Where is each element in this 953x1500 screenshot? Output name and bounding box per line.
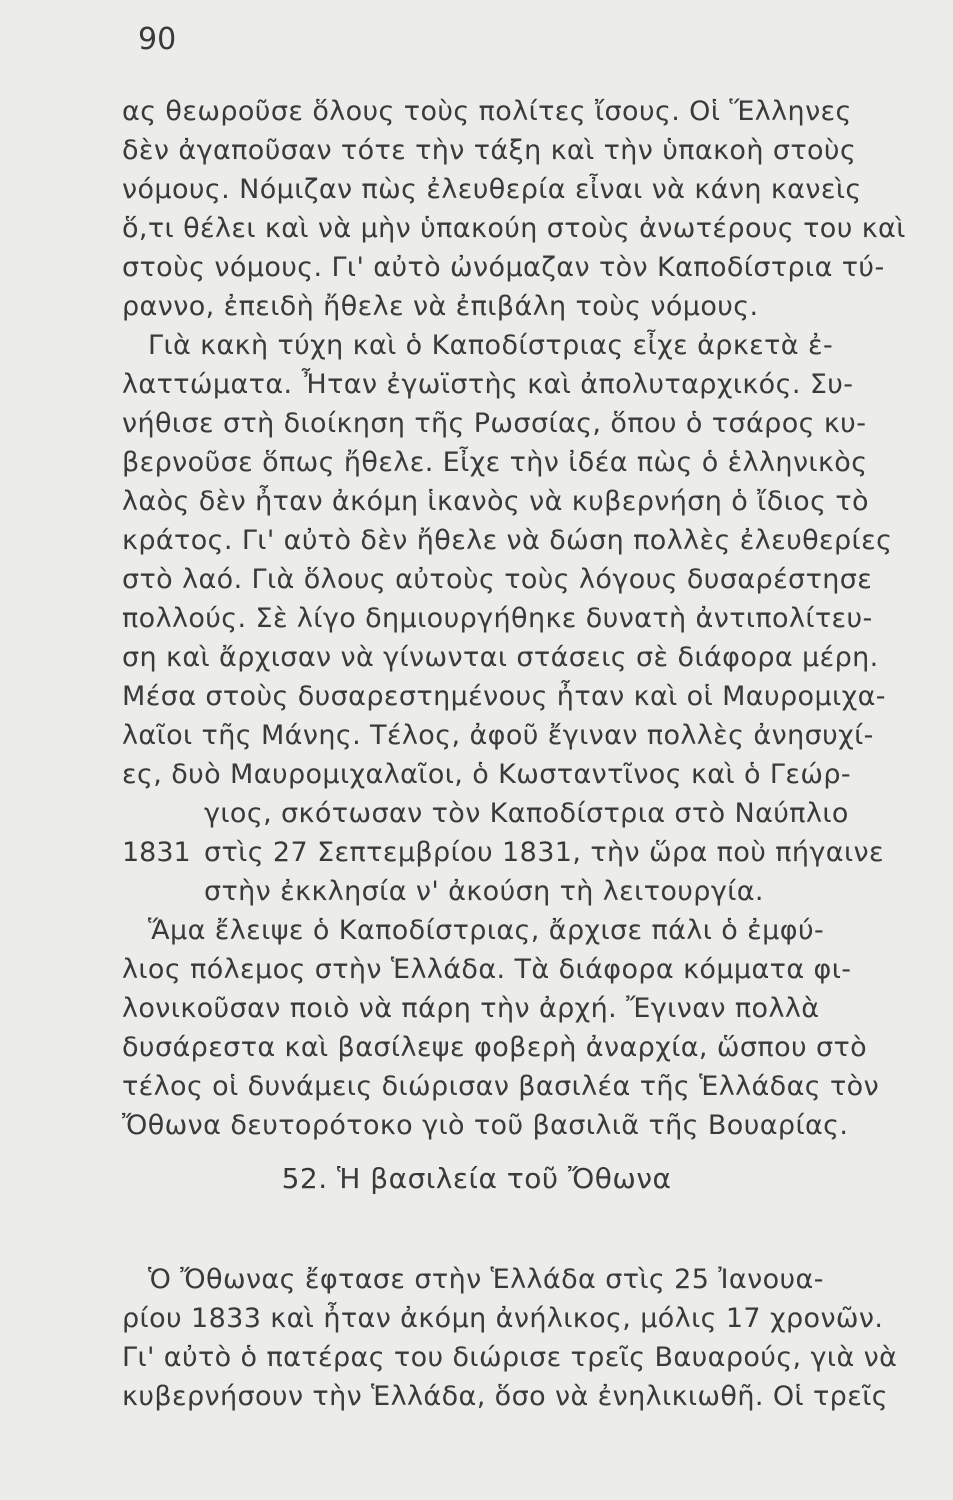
text-line: κράτος. Γι' αὐτὸ δὲν ἤθελε νὰ δώση πολλὲς ἐλευθερίες (122, 525, 893, 556)
text-line: Ὁ Ὄθωνας ἔφτασε στὴν Ἑλλάδα στὶς 25 Ἰανουα- (148, 1264, 824, 1295)
text-line: ση καὶ ἄρχισαν νὰ γίνωνται στάσεις σὲ διάφορα μέρη. (122, 642, 879, 673)
text-line: ες, δυὸ Μαυρομιχαλαῖοι, ὁ Κωσταντῖνος καὶ ὁ Γεώρ- (122, 759, 852, 790)
page-number: 90 (138, 22, 177, 57)
text-line: τέλος οἱ δυνάμεις διώρισαν βασιλέα τῆς Ἑλλάδας τὸν (122, 1071, 880, 1102)
text-line: Ἅμα ἔλειψε ὁ Καποδίστριας, ἄρχισε πάλι ὁ ἐμφύ- (148, 915, 825, 946)
text-line: λαῖοι τῆς Μάνης. Τέλος, ἀφοῦ ἔγιναν πολλὲς ἀνησυχί- (122, 720, 874, 751)
text-line: λιος πόλεμος στὴν Ἑλλάδα. Τὰ διάφορα κόμματα φι- (122, 954, 852, 985)
text-line: νήθισε στὴ διοίκηση τῆς Ρωσσίας, ὅπου ὁ τσάρος κυ- (122, 408, 867, 439)
section-heading: 52. Ἡ βασιλεία τοῦ Ὄθωνα (281, 1162, 672, 1195)
text-line: στὶς 27 Σεπτεμβρίου 1831, τὴν ὥρα ποὺ πήγαινε (204, 837, 885, 868)
text-line: ρίου 1833 καὶ ἦταν ἀκόμη ἀνήλικος, μόλις 17 χρονῶν. (122, 1303, 884, 1334)
text-line: δυσάρεστα καὶ βασίλεψε φοβερὴ ἀναρχία, ὥσπου στὸ (122, 1032, 868, 1063)
text-line: στὴν ἐκκλησία ν' ἀκούση τὴ λειτουργία. (204, 876, 764, 907)
text-line: Γι' αὐτὸ ὁ πατέρας του διώρισε τρεῖς Βαυαρούς, γιὰ νὰ (122, 1342, 898, 1373)
text-line: δὲν ἀγαποῦσαν τότε τὴν τάξη καὶ τὴν ὑπακοὴ στοὺς (122, 135, 857, 166)
text-line: Γιὰ κακὴ τύχη καὶ ὁ Καποδίστριας εἶχε ἀρκετὰ ἐ- (148, 330, 834, 361)
text-line: κυβερνήσουν τὴν Ἑλλάδα, ὅσο νὰ ἐνηλικιωθῆ. Οἱ τρεῖς (122, 1381, 888, 1412)
text-line: νόμους. Νόμιζαν πὼς ἐλευθερία εἶναι νὰ κάνη κανεὶς (122, 174, 862, 205)
text-line: λονικοῦσαν ποιὸ νὰ πάρη τὴν ἀρχή. Ἔγιναν πολλὰ (122, 993, 820, 1024)
text-line: λαὸς δὲν ἦταν ἀκόμη ἱκανὸς νὰ κυβερνήση ὁ ἴδιος τὸ (122, 486, 869, 517)
text-line: Μέσα στοὺς δυσαρεστημένους ἦταν καὶ οἱ Μαυρομιχα- (122, 681, 886, 712)
text-line: πολλούς. Σὲ λίγο δημιουργήθηκε δυνατὴ ἀντιπολίτευ- (122, 603, 873, 634)
text-line: στὸ λαό. Γιὰ ὅλους αὐτοὺς τοὺς λόγους δυσαρέστησε (122, 564, 873, 595)
text-line: βερνοῦσε ὅπως ἤθελε. Εἶχε τὴν ἰδέα πὼς ὁ ἑλληνικὸς (122, 447, 868, 478)
text-line: Ὄθωνα δευτορότοκο γιὸ τοῦ βασιλιᾶ τῆς Βουαρίας. (122, 1110, 849, 1141)
text-line: ραννο, ἐπειδὴ ἤθελε νὰ ἐπιβάλη τοὺς νόμους. (122, 291, 759, 322)
text-line: στοὺς νόμους. Γι' αὐτὸ ὠνόμαζαν τὸν Καποδίστρια τύ- (122, 252, 885, 283)
text-line: ὅ,τι θέλει καὶ νὰ μὴν ὑπακούη στοὺς ἀνωτέρους του καὶ (122, 213, 906, 244)
text-line: γιος, σκότωσαν τὸν Καποδίστρια στὸ Ναύπλιο (204, 798, 849, 829)
text-line: ας θεωροῦσε ὅλους τοὺς πολίτες ἴσους. Οἱ Ἕλληνες (122, 96, 852, 127)
margin-year: 1831 (122, 837, 191, 868)
text-line: λαττώματα. Ἦταν ἐγωϊστὴς καὶ ἀπολυταρχικός. Συ- (122, 369, 854, 400)
